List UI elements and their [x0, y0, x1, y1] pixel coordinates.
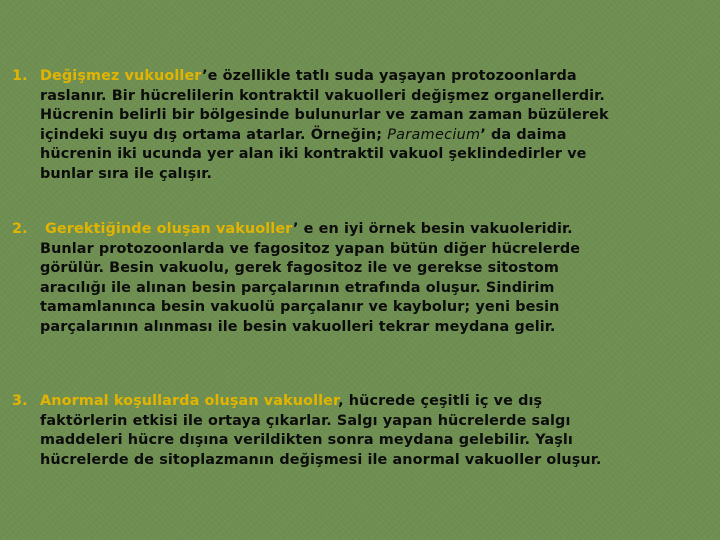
text-line: görülür. Besin vakuolu, gerek fagositoz ile ve gerekse sitostom — [40, 260, 559, 277]
text-line: aracılığı ile alınan besin parçalarının etrafında oluşur. Sindirim — [40, 279, 555, 296]
item-heading: Gerektiğinde oluşan vakuoller — [45, 221, 293, 237]
text-line — [40, 220, 702, 240]
text-line: faktörlerin etkisi ile ortaya çıkarlar. Salgı yapan hücrelerde salgı — [40, 412, 571, 429]
text-fragment: ’e özellikle tatlı suda yaşayan protozoonlarda — [202, 68, 577, 84]
item-number: 2. — [12, 221, 28, 237]
list-item-2 — [12, 220, 702, 338]
text-line: Hücrenin belirli bir bölgesinde bulunurlar ve zaman zaman büzülerek — [40, 107, 609, 124]
species-name: Paramecium — [387, 126, 481, 143]
text-line: bunlar sıra ile çalışır. — [40, 165, 213, 182]
item-text — [40, 67, 702, 185]
text-line: hücrelerde de sitoplazmanın değişmesi ile anormal vakuoller oluşur. — [40, 451, 602, 468]
text-line — [40, 67, 702, 87]
list-item-1 — [12, 67, 702, 185]
item-text — [40, 220, 702, 338]
text-fragment: , hücrede çeşitli iç ve dış — [338, 393, 543, 409]
item-text — [40, 392, 702, 470]
text-fragment: ’ e en iyi örnek besin vakuoleridir. — [292, 221, 573, 237]
text-fragment: içindeki suyu dış ortama atarlar. Örneğin; — [40, 126, 388, 143]
text-line: raslanır. Bir hücrelilerin kontraktil vakuolleri değişmez organellerdir. — [40, 87, 605, 104]
text-line: hücrenin iki ucunda yer alan iki kontraktil vakuol şeklindedirler ve — [40, 146, 587, 163]
item-heading: Değişmez vukuoller — [40, 68, 203, 84]
text-line: tamamlanınca besin vakuolü parçalanır ve kaybolur; yeni besin — [40, 299, 560, 316]
text-line — [40, 126, 702, 146]
item-heading: Anormal koşullarda oluşan vakuoller — [40, 393, 339, 409]
text-line — [40, 392, 702, 412]
text-fragment: ’ da daima — [480, 126, 567, 143]
item-number: 3. — [12, 393, 28, 409]
item-number: 1. — [12, 68, 28, 84]
text-line: maddeleri hücre dışına verildikten sonra meydana gelebilir. Yaşlı — [40, 432, 573, 449]
list-item-3 — [12, 392, 702, 470]
text-line: parçalarının alınması ile besin vakuolleri tekrar meydana gelir. — [40, 318, 556, 335]
text-line: Bunlar protozoonlarda ve fagositoz yapan bütün diğer hücrelerde — [40, 240, 581, 257]
